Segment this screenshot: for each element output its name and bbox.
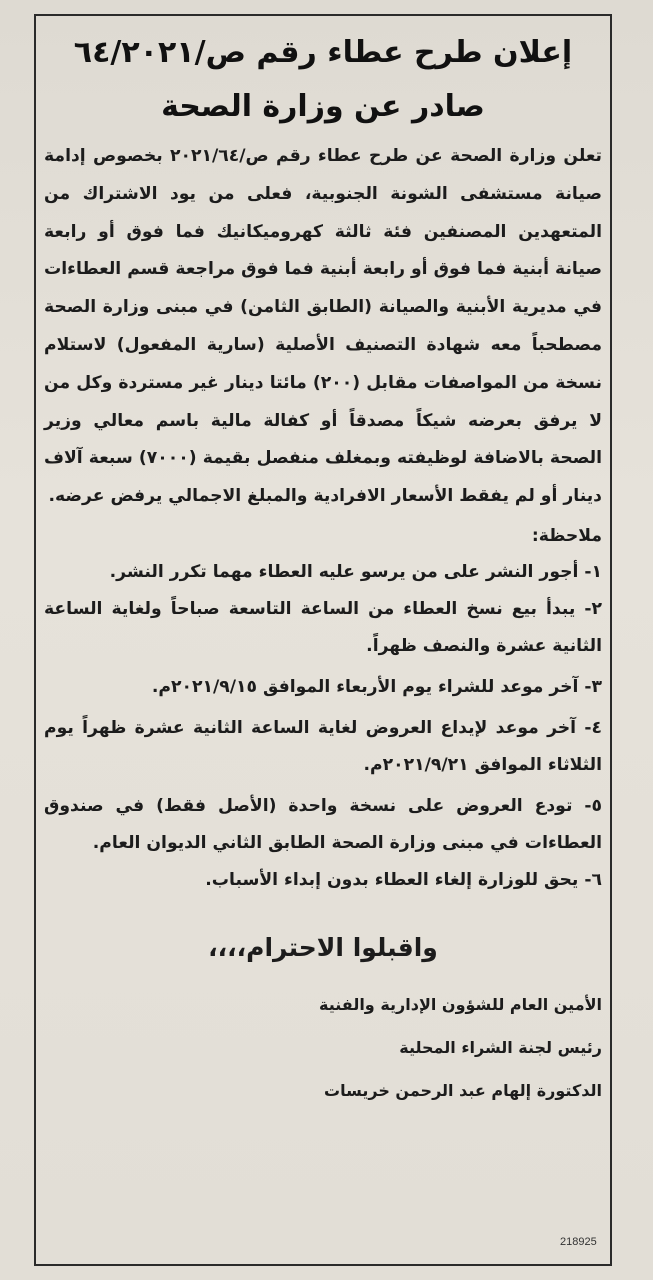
announcement-content (44, 18, 602, 1112)
signature-name: الدكتورة إلهام عبد الرحمن خريسات (324, 1080, 602, 1100)
notes-heading: ملاحظة: (531, 525, 602, 546)
closing-greeting: واقبلوا الاحترام،،،، (208, 932, 438, 962)
announcement-body: تعلن وزارة الصحة عن طرح عطاء رقم ص/٢٠٢١/٦٤ بخصوص إدامة صيانة مستشفى الشونة الجنوبية، فعلى من يود الاشتراك من المتعهدين المصنفين فئة ثالثة كهروميكانيك فما فوق أو رابعة صيانة أبنية فما فوق أو رابعة أبنية فما فوق مراجعة قسم العطاءات في مديرية الأبنية والصيانة (الطابق الثامن) في مبنى وزارة الصحة مصطحباً معه شهادة التصنيف الأصلية (سارية المفعول) لاستلام نسخة من المواصفات مقابل (٢٠٠) مائتا دينار غير مستردة وكل من لا يرفق بعرضه شيكاً مصدقاً أو كفالة مالية باسم معالي وزير الصحة بالاضافة لوظيفته وبمغلف منفصل بقيمة (٧٠٠٠) سبعة آلاف دينار أو لم يفقط الأسعار الافرادية والمبلغ الاجمالي يرفض عرضه. (44, 146, 602, 507)
note-item-2: ٢- يبدأ بيع نسخ العطاء من الساعة التاسعة صباحاً ولغاية الساعة الثانية عشرة والنصف ظهراً. (44, 598, 602, 656)
note-item-5: ٥- تودع العروض على نسخة واحدة (الأصل فقط) في صندوق العطاءات في مبنى وزارة الصحة الطابق الثاني الديوان العام. (44, 795, 602, 853)
signature-title-2: رئيس لجنة الشراء المحلية (399, 1037, 602, 1057)
announcement-title: إعلان طرح عطاء رقم ص/٦٤/٢٠٢١ (73, 35, 573, 70)
note-item-1: ١- أجور النشر على من يرسو عليه العطاء مهما تكرر النشر. (109, 561, 602, 582)
note-item-3: ٣- آخر موعد للشراء يوم الأربعاء الموافق ٢٠٢١/٩/١٥م. (151, 676, 602, 697)
signature-title-1: الأمين العام للشؤون الإدارية والفنية (319, 994, 602, 1014)
note-item-6: ٦- يحق للوزارة إلغاء العطاء بدون إبداء الأسباب. (205, 869, 602, 890)
issuer-title: صادر عن وزارة الصحة (161, 89, 485, 124)
reference-number: 218925 (560, 1236, 597, 1248)
note-item-4: ٤- آخر موعد لإيداع العروض لغاية الساعة الثانية عشرة ظهراً يوم الثلاثاء الموافق ٢٠٢١/٩/٢١م. (44, 717, 602, 775)
